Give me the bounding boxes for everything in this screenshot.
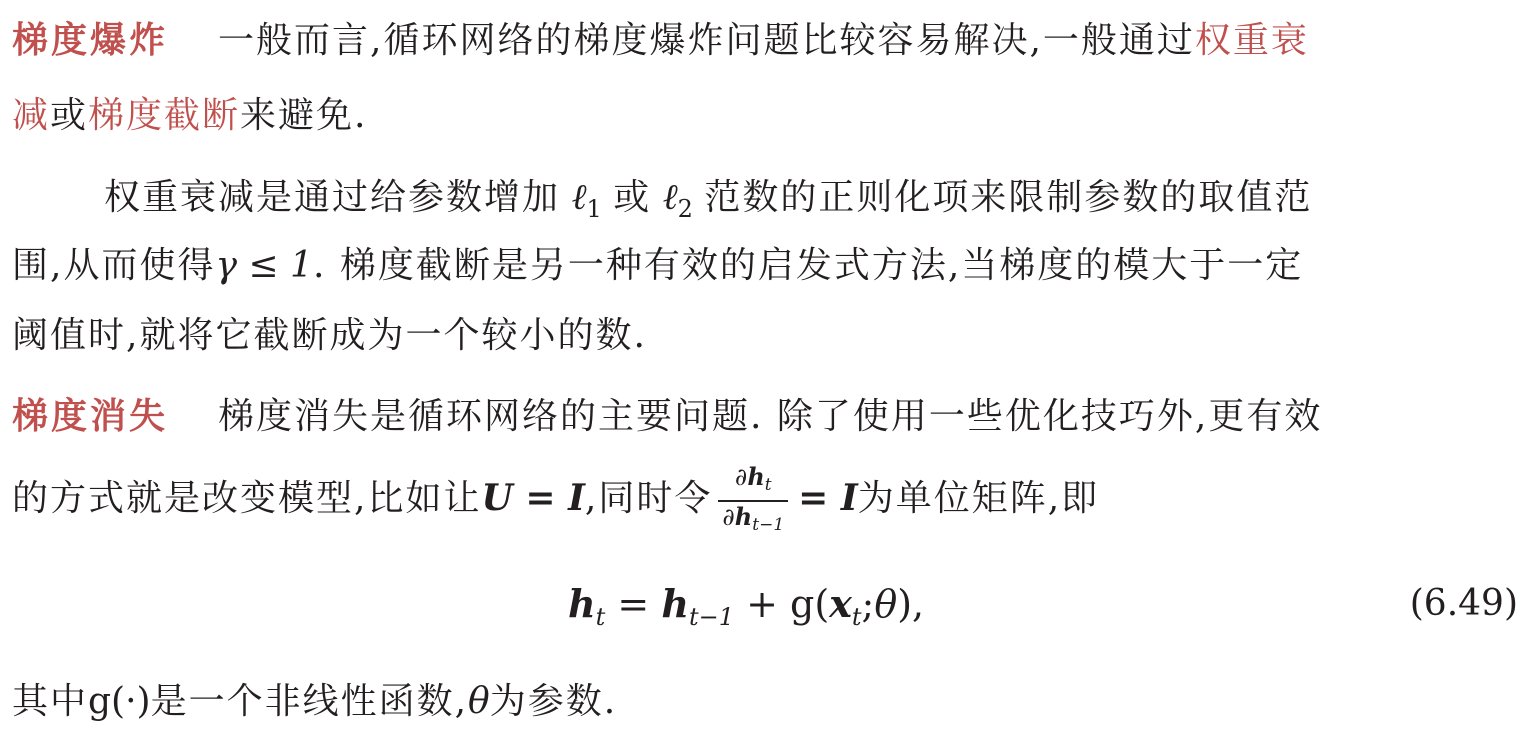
weight-text-a: 权重衰减是通过给参数增加 xyxy=(104,177,561,218)
heading-gradient-explosion: 梯度爆炸 xyxy=(12,19,169,61)
vanishing-text-a: 的方式就是改变模型,比如让 xyxy=(12,478,482,519)
partial-fraction xyxy=(718,462,788,540)
weight-text-e: 阈值时,就将它截断成为一个较小的数. xyxy=(12,315,647,356)
eq-lhs-h: h xyxy=(568,581,596,626)
link-weight-decay-part1[interactable]: 权重衰 xyxy=(1194,20,1309,61)
l2-norm-symbol: ℓ$_2$ xyxy=(662,177,693,223)
tail-text-c: 为参数. xyxy=(489,681,618,722)
tail-line xyxy=(12,676,617,728)
weight-text-c: 围,从而使得 xyxy=(12,245,216,286)
eq-x-sub: t xyxy=(851,603,862,631)
textbook-page xyxy=(12,0,1518,741)
fraction-denominator: $\partial h_{t-1}$ xyxy=(722,502,785,535)
eq-semicolon: ; xyxy=(861,582,875,626)
u-equals-i: U = I xyxy=(481,477,585,519)
fraction-numerator: $\partial h_t$ xyxy=(718,462,788,502)
explosion-line-2 xyxy=(12,90,368,142)
explosion-line-1 xyxy=(12,14,1309,66)
display-equation xyxy=(568,576,924,645)
vanishing-line-2 xyxy=(12,462,1100,535)
l1-norm-symbol: ℓ$_1$ xyxy=(571,177,602,223)
weight-line-2 xyxy=(12,240,1303,292)
eq-rhs-h: h xyxy=(661,581,689,626)
tail-text-b: 是一个非线性函数, xyxy=(150,681,469,722)
eq-rhs-sub: t−1 xyxy=(688,603,734,631)
eq-func-g: g( xyxy=(790,582,830,626)
weight-text-b: 范数的正则化项来限制参数的取值范 xyxy=(704,177,1313,218)
eq-plus: + xyxy=(746,582,778,626)
g-dot-function: g(·) xyxy=(88,681,151,722)
link-gradient-clipping[interactable]: 梯度截断 xyxy=(88,95,241,136)
vanishing-text-b: ,同时令 xyxy=(584,478,713,519)
weight-line-3 xyxy=(12,310,647,362)
weight-text-d: . 梯度截断是另一种有效的启发式方法,当梯度的模大于一定 xyxy=(312,245,1304,286)
link-weight-decay-part2[interactable]: 减 xyxy=(12,95,51,136)
tail-theta: θ xyxy=(468,681,490,722)
tail-text-a: 其中 xyxy=(12,681,89,722)
gamma-inequality: γ ≤ 1 xyxy=(215,245,313,286)
explosion-text: 一般而言,循环网络的梯度爆炸问题比较容易解决,一般通过 xyxy=(218,20,1195,61)
equation-number: (6.49) xyxy=(1409,583,1518,624)
weight-or: 或 xyxy=(613,177,652,218)
vanishing-text-c: 为单位矩阵,即 xyxy=(857,478,1100,519)
weight-line-1 xyxy=(12,172,1312,224)
eq-lhs-sub: t xyxy=(595,603,606,631)
eq-equals: = xyxy=(617,582,650,626)
vanishing-line-1 xyxy=(12,390,1322,442)
eq-close: ), xyxy=(897,582,925,626)
explosion-end: 来避免. xyxy=(240,95,368,136)
equals-identity: = I xyxy=(798,477,858,519)
heading-gradient-vanishing: 梯度消失 xyxy=(12,395,169,437)
eq-x: x xyxy=(829,581,852,626)
vanishing-text: 梯度消失是循环网络的主要问题. 除了使用一些优化技巧外,更有效 xyxy=(218,396,1323,437)
explosion-or: 或 xyxy=(50,95,89,136)
eq-theta: θ xyxy=(874,582,898,626)
